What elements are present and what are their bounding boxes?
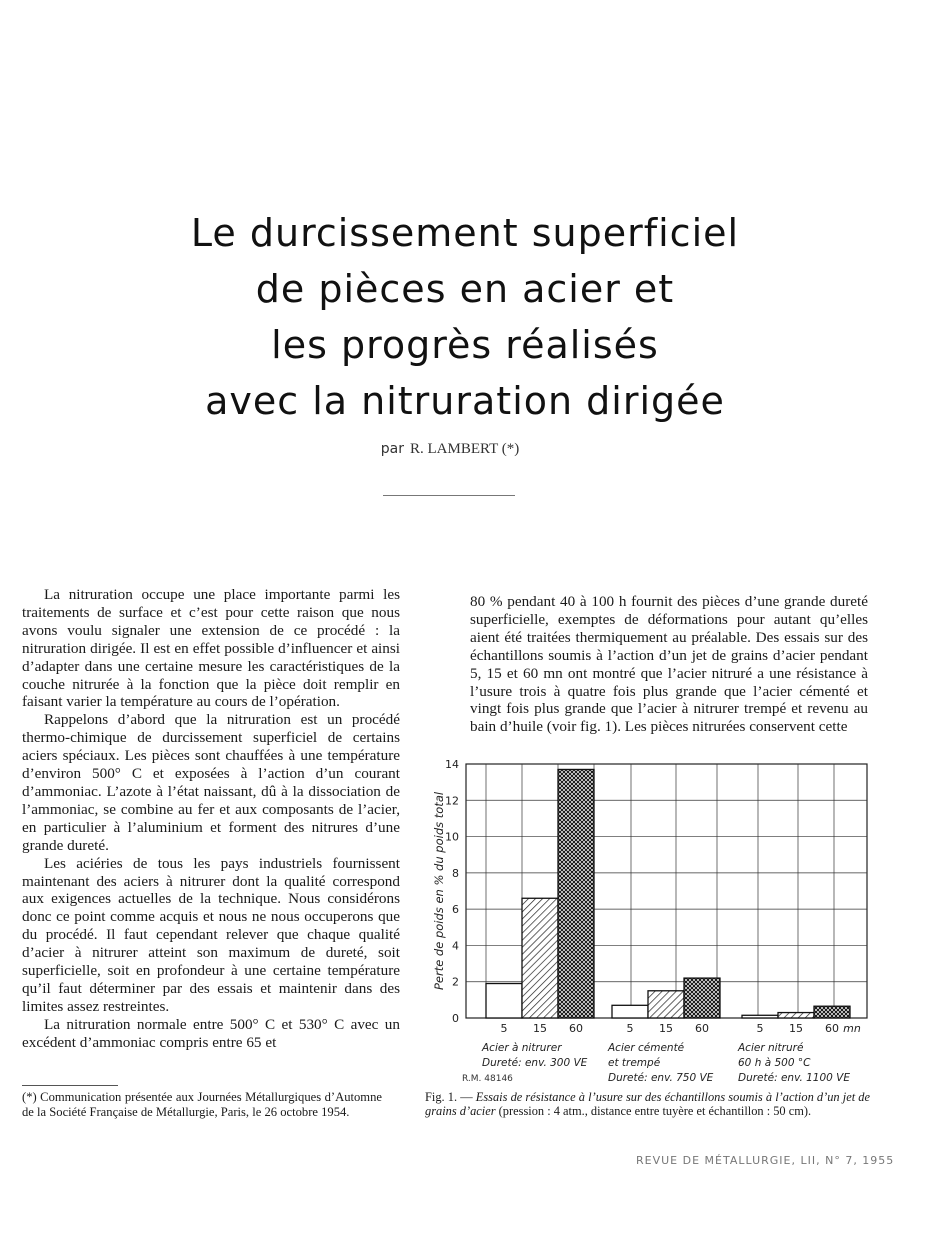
- paragraph: Les aciéries de tous les pays industriels fournissent maintenant des aciers à nitrurer dont la qualité correspond aux exigences actuelles de la technique. Nous considérons donc ce point comme acquis et nous ne nous occuperons que du procédé. Il faut cependant relever que chaque qualité d’acier à nitrurer atteint son maximum de dureté, soit superficielle, soit en profondeur à une certaine température qu’il faut déterminer par des essais et maintenir dans des limites assez restreintes.: [22, 854, 400, 1015]
- group-label: 60 h à 500 °C: [738, 1057, 811, 1069]
- y-tick-label: 14: [445, 758, 459, 771]
- figure-reference-code: R.M. 48146: [462, 1074, 513, 1084]
- paragraph: La nitruration normale entre 500° C et 530° C avec un excédent d’ammoniac compris entre 65 et: [22, 1015, 400, 1051]
- bar: [522, 898, 558, 1018]
- group-label: Dureté: env. 300 VE: [482, 1057, 588, 1069]
- x-tick-label: 60: [569, 1022, 583, 1035]
- bar: [558, 769, 594, 1018]
- left-column: [22, 586, 400, 1052]
- x-tick-label: 15: [533, 1022, 547, 1035]
- footnote-divider: [22, 1085, 118, 1086]
- byline: [0, 441, 900, 458]
- x-tick-label: 15: [789, 1022, 803, 1035]
- group-label: Acier à nitrurer: [482, 1042, 562, 1054]
- figure-caption: [425, 1091, 870, 1118]
- title-line: les progrès réalisés: [271, 323, 659, 367]
- group-label: et trempé: [608, 1057, 661, 1069]
- chart-svg: [420, 752, 880, 1087]
- group-label: Dureté: env. 750 VE: [608, 1072, 714, 1084]
- y-axis-label: Perte de poids en % du poids total: [432, 791, 446, 991]
- bar: [612, 1005, 648, 1018]
- byline-prefix: par: [380, 441, 404, 457]
- title-divider: [383, 495, 515, 496]
- caption-label: Fig. 1. —: [425, 1090, 473, 1104]
- paragraph: 80 % pendant 40 à 100 h fournit des pièces d’une grande dureté superficielle, exemptes de déformations pour autant qu’elles aient été traitées thermiquement au préalable. Des essais sur des échantillons soumis à l’action d’un jet de grains d’acier pendant 5, 15 et 60 mn ont montré que l’acier nitruré a une résistance à l’usure trois à quatre fois plus grande que l’acier cémenté et vingt fois plus grande que l’acier à nitrurer trempé et revenu au bain d’huile (voir fig. 1). Les pièces nitrurées conservent cette: [470, 593, 868, 736]
- caption-text: Essais de résistance à l’usure sur des échantillons soumis à l’action d’un jet de grains d’acier: [425, 1090, 870, 1118]
- wear-test-chart: [420, 752, 880, 1092]
- x-unit-label: mn: [843, 1022, 861, 1035]
- article-title: [0, 205, 930, 429]
- group-label: Acier nitruré: [738, 1042, 804, 1054]
- x-tick-label: 60: [695, 1022, 709, 1035]
- title-line: Le durcissement superficiel: [190, 211, 740, 255]
- group-label: Dureté: env. 1100 VE: [738, 1072, 850, 1084]
- caption-tail: (pression : 4 atm., distance entre tuyère et échantillon : 50 cm).: [498, 1103, 812, 1118]
- footnote: (*) Communication présentée aux Journées Métallurgiques d’Automne de la Société Française de Métallurgie, Paris, le 26 octobre 1954.: [22, 1090, 382, 1119]
- bar: [778, 1013, 814, 1018]
- y-tick-label: 6: [452, 903, 459, 917]
- x-tick-label: 60: [825, 1022, 839, 1035]
- running-footer: REVUE DE MÉTALLURGIE, LII, N° 7, 1955: [636, 1154, 895, 1167]
- paragraph: La nitruration occupe une place importante parmi les traitements de surface et c’est pour cette raison que nous avons voulu signaler une extension de ce procédé : la nitruration dirigée. Il est en effet possible d’influencer et ainsi d’adapter dans une certaine mesure les caractéristiques de la couche nitrurée à la fonction que la pièce doit remplir en faisant varier la température au cours de l’opération.: [22, 586, 400, 711]
- x-tick-label: 5: [500, 1022, 508, 1035]
- x-tick-label: 5: [756, 1022, 764, 1035]
- y-tick-label: 12: [445, 794, 459, 808]
- right-column: [470, 593, 868, 736]
- y-tick-label: 8: [452, 866, 459, 880]
- bar: [648, 991, 684, 1018]
- y-tick-label: 4: [452, 939, 459, 953]
- bar: [684, 978, 720, 1018]
- bar: [814, 1006, 850, 1018]
- title-line: avec la nitruration dirigée: [205, 379, 725, 423]
- y-tick-label: 0: [452, 1012, 459, 1025]
- paragraph: Rappelons d’abord que la nitruration est un procédé thermo-chimique de durcissement superficiel de certains aciers spéciaux. Les pièces sont chauffées à une température d’environ 500° C et exposées à l’action d’un courant d’ammoniac. L’azote à l’état naissant, dû à la dissociation de l’ammoniac, se combine au fer et aux composants de l’acier, en particulier à l’aluminium et forment des nitrures d’une grande dureté.: [22, 711, 400, 854]
- x-tick-label: 15: [659, 1022, 673, 1035]
- y-tick-label: 2: [452, 975, 459, 989]
- bar: [486, 984, 522, 1018]
- x-tick-label: 5: [626, 1022, 634, 1035]
- byline-author: R. LAMBERT (*): [409, 441, 520, 457]
- y-tick-label: 10: [445, 830, 459, 844]
- title-line: de pièces en acier et: [255, 267, 675, 311]
- group-label: Acier cémenté: [608, 1042, 685, 1054]
- bar: [742, 1015, 778, 1018]
